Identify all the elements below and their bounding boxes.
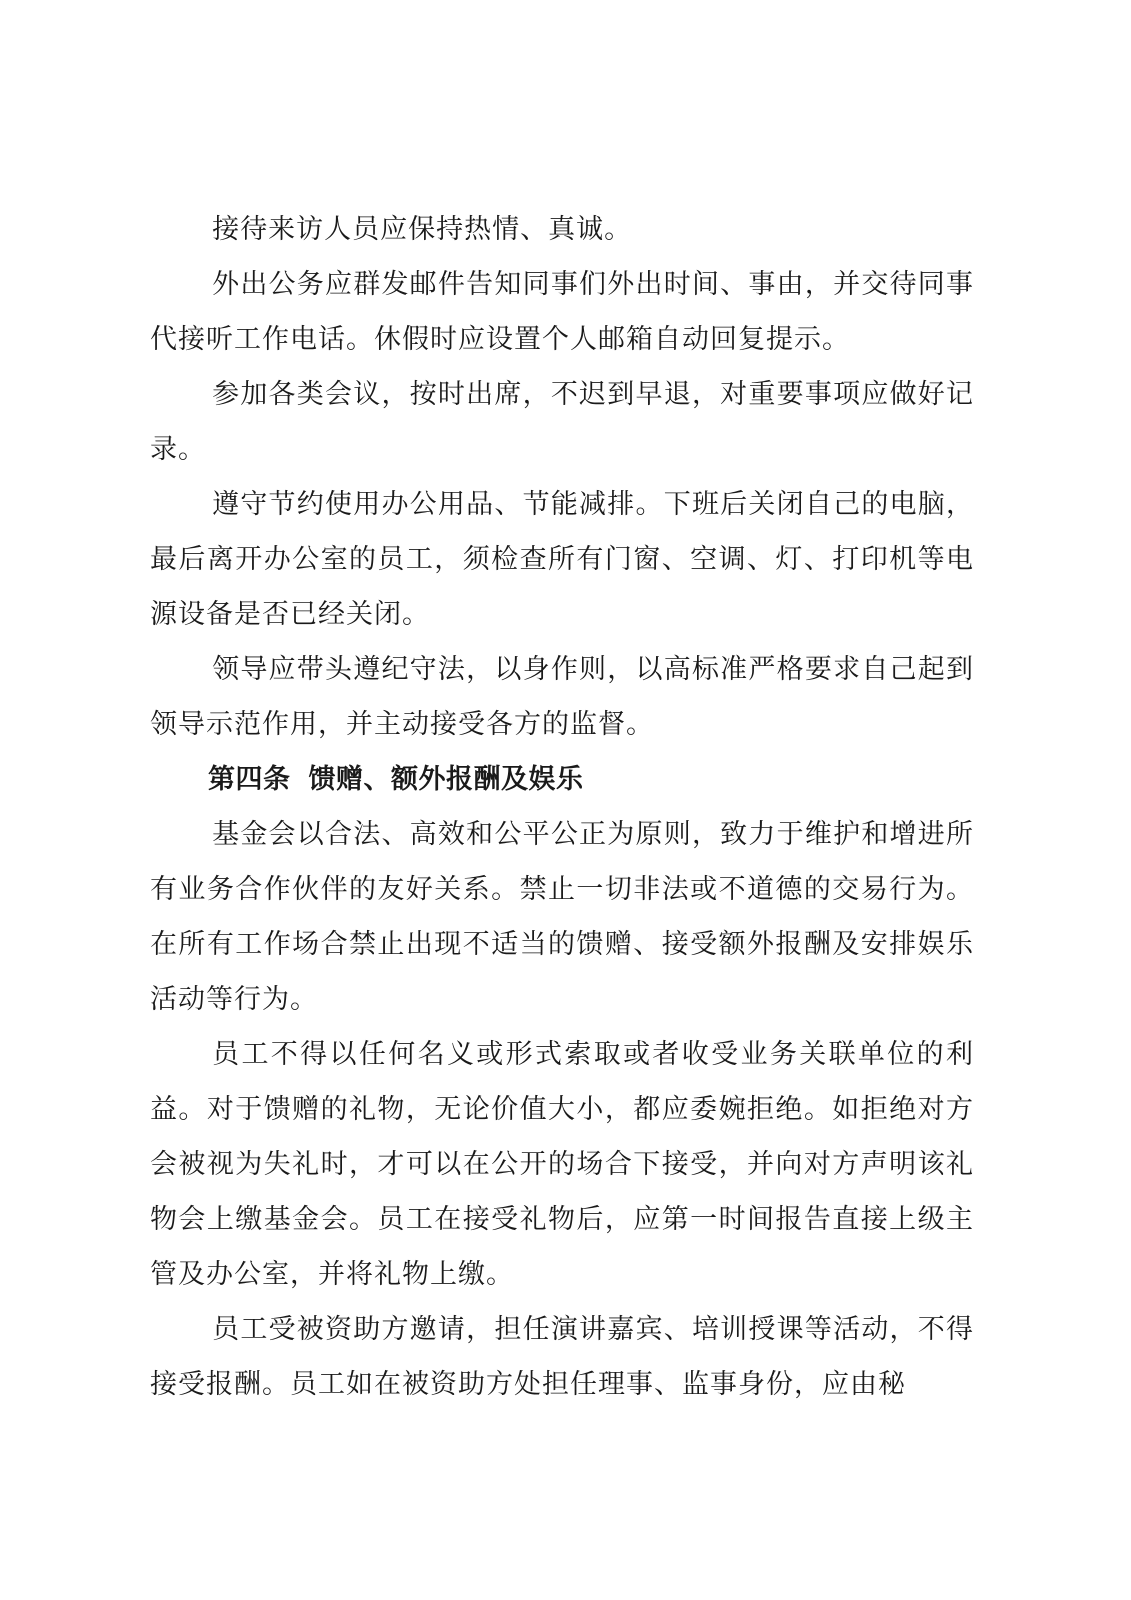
paragraph-speaking-fees: 员工受被资助方邀请，担任演讲嘉宾、培训授课等活动，不得接受报酬。员工如在被资助方处担任理事、监事身份，应由秘: [150, 1314, 974, 1400]
section-heading: [150, 752, 974, 807]
section-title: 馈赠、额外报酬及娱乐: [308, 764, 584, 795]
paragraph-reception: 接待来访人员应保持热情、真诚。: [212, 214, 633, 245]
paragraph-meetings: 参加各类会议，按时出席，不迟到早退，对重要事项应做好记录。: [150, 379, 974, 465]
section-number: 第四条: [208, 764, 291, 795]
paragraph-leadership: 领导应带头遵纪守法，以身作则，以高标准严格要求自己起到领导示范作用，并主动接受各方的监督。: [150, 654, 974, 740]
paragraph-energy-saving: 遵守节约使用办公用品、节能减排。下班后关闭自己的电脑，最后离开办公室的员工，须检查所有门窗、空调、灯、打印机等电源设备是否已经关闭。: [150, 489, 974, 630]
paragraph-principles: 基金会以合法、高效和公平公正为原则，致力于维护和增进所有业务合作伙伴的友好关系。禁止一切非法或不道德的交易行为。在所有工作场合禁止出现不适当的馈赠、接受额外报酬及安排娱乐活动等行为。: [150, 819, 974, 1015]
document-page: [150, 202, 974, 1412]
paragraph-gifts: 员工不得以任何名义或形式索取或者收受业务关联单位的利益。对于馈赠的礼物，无论价值大小，都应委婉拒绝。如拒绝对方会被视为失礼时，才可以在公开的场合下接受，并向对方声明该礼物会上缴基金会。员工在接受礼物后，应第一时间报告直接上级主管及办公室，并将礼物上缴。: [150, 1039, 974, 1290]
paragraph-business-trip: 外出公务应群发邮件告知同事们外出时间、事由，并交待同事代接听工作电话。休假时应设置个人邮箱自动回复提示。: [150, 269, 974, 355]
